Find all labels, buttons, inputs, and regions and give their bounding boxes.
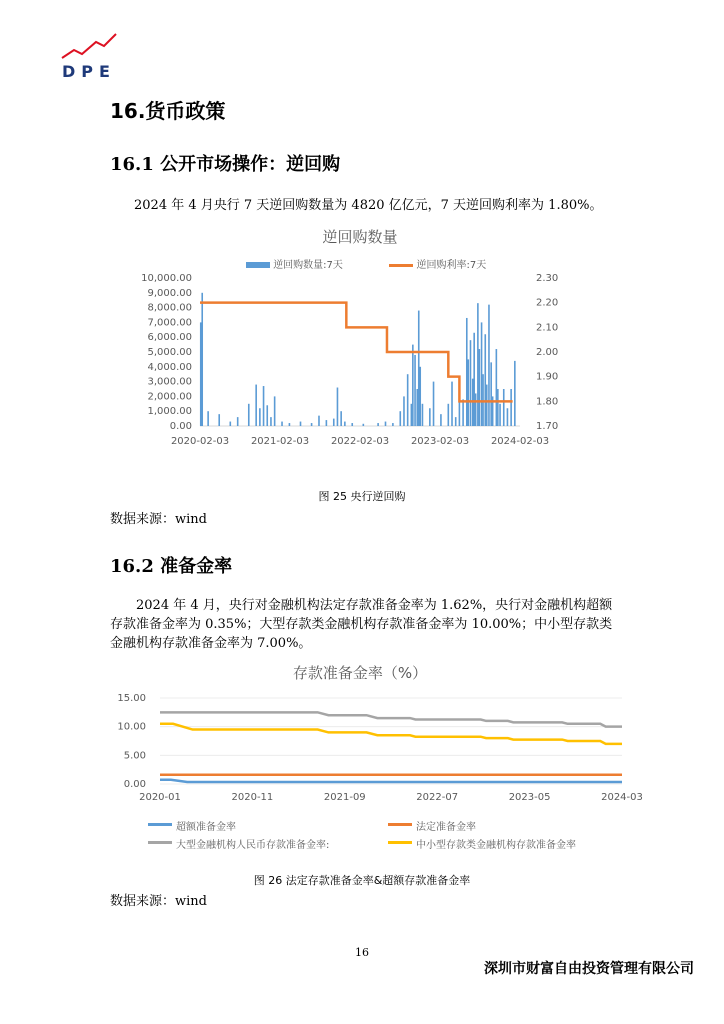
reverse-repo-chart bbox=[110, 270, 610, 455]
chart1-x-tick: 2021-02-03 bbox=[250, 436, 310, 447]
reverse-repo-paragraph: 2024 年 4 月央行 7 天逆回购数量为 4820 亿亿元，7 天逆回购利率为 1.80%。 bbox=[134, 198, 603, 213]
chart1-y-left-tick: 7,000.00 bbox=[147, 317, 192, 329]
chart1-volume-bar bbox=[266, 405, 268, 426]
chart1-volume-bar bbox=[433, 382, 435, 426]
chart1-volume-bar bbox=[363, 424, 365, 426]
chart1-y-left-tick: 0.00 bbox=[169, 421, 192, 432]
chart1-y-left-tick: 4,000.00 bbox=[147, 361, 192, 373]
chart1-volume-bar bbox=[311, 423, 313, 426]
chart1-volume-bar bbox=[274, 396, 276, 426]
chart1-volume-bar bbox=[496, 349, 498, 426]
chart1-volume-bar bbox=[507, 408, 509, 426]
chart1-volume-bar bbox=[467, 359, 469, 426]
logo-mark-icon bbox=[60, 32, 120, 62]
chart1-volume-bar bbox=[481, 322, 483, 426]
chart1-volume-bar bbox=[201, 293, 203, 426]
chart2-x-tick: 2021-09 bbox=[323, 792, 366, 803]
section-title: 16.货币政策 bbox=[110, 99, 226, 123]
chart2-title: 存款准备金率（%） bbox=[292, 664, 428, 682]
chart1-volume-bar bbox=[259, 408, 261, 426]
chart1-volume-bar bbox=[333, 419, 335, 426]
chart2-x-tick: 2024-03 bbox=[601, 792, 643, 803]
chart1-volume-bar bbox=[385, 422, 387, 426]
chart1-volume-bar bbox=[270, 417, 272, 426]
chart1-y-left-tick: 8,000.00 bbox=[147, 302, 192, 314]
chart1-volume-bar bbox=[263, 386, 265, 426]
chart1-volume-bar bbox=[255, 385, 257, 426]
chart1-volume-bar bbox=[499, 404, 501, 426]
reserve-ratio-chart bbox=[110, 688, 643, 808]
figure-25-caption: 图 25 央行逆回购 bbox=[318, 490, 406, 503]
chart1-volume-bar bbox=[392, 423, 394, 426]
source-note-2: 数据来源：wind bbox=[110, 894, 207, 909]
chart1-volume-bar bbox=[422, 404, 424, 426]
legend-swatch-small bbox=[388, 841, 412, 844]
chart2-y-tick: 5.00 bbox=[123, 750, 146, 762]
chart1-volume-bar bbox=[403, 396, 405, 426]
legend-label-small: 中小型存款类金融机构存款准备金率 bbox=[416, 840, 576, 851]
chart1-y-left-tick: 3,000.00 bbox=[147, 376, 192, 388]
chart1-volume-bar bbox=[475, 393, 477, 426]
chart1-title: 逆回购数量 bbox=[322, 228, 398, 246]
chart1-x-tick: 2023-02-03 bbox=[410, 436, 470, 447]
chart1-volume-bar bbox=[399, 411, 401, 426]
chart1-volume-bar bbox=[462, 399, 464, 426]
chart1-volume-bar bbox=[488, 305, 490, 426]
chart1-volume-bar bbox=[429, 408, 431, 426]
chart1-y-left-tick: 6,000.00 bbox=[147, 332, 192, 344]
chart1-y-right-tick: 1.90 bbox=[536, 371, 559, 383]
chart1-volume-bar bbox=[300, 422, 302, 426]
page-number: 16 bbox=[355, 946, 369, 959]
chart1-x-tick: 2020-02-03 bbox=[170, 436, 230, 447]
chart1-y-right-tick: 2.20 bbox=[536, 297, 559, 309]
chart1-volume-bar bbox=[351, 423, 353, 426]
chart1-volume-bar bbox=[218, 414, 220, 426]
chart1-legend-line-label: 逆回购利率:7天 bbox=[416, 260, 487, 271]
chart1-volume-bar bbox=[326, 420, 328, 426]
chart1-volume-bar bbox=[344, 422, 346, 426]
chart1-y-left-tick: 1,000.00 bbox=[147, 406, 192, 418]
chart2-x-tick: 2020-01 bbox=[139, 792, 181, 803]
chart2-legend bbox=[148, 818, 618, 854]
chart2-y-tick: 15.00 bbox=[117, 693, 146, 704]
chart2-x-tick: 2023-05 bbox=[508, 792, 551, 803]
chart1-y-right-tick: 2.00 bbox=[536, 347, 559, 358]
chart1-volume-bar bbox=[289, 423, 291, 426]
chart1-volume-bar bbox=[419, 367, 421, 426]
chart1-x-tick: 2024-02-03 bbox=[490, 436, 550, 447]
chart1-volume-bar bbox=[440, 414, 442, 426]
chart1-legend-bar-swatch bbox=[246, 262, 270, 268]
chart1-volume-bar bbox=[237, 417, 239, 426]
chart1-volume-bar bbox=[407, 374, 409, 426]
chart1-legend-bar-label: 逆回购数量:7天 bbox=[273, 260, 343, 271]
chart2-x-tick: 2020-11 bbox=[231, 792, 274, 803]
chart1-y-right-tick: 2.10 bbox=[536, 322, 559, 334]
chart1-volume-bar bbox=[416, 389, 418, 426]
legend-swatch-statutory bbox=[388, 823, 412, 826]
chart1-x-tick: 2022-02-03 bbox=[330, 436, 390, 447]
chart1-y-left-tick: 9,000.00 bbox=[147, 287, 192, 299]
chart1-volume-bar bbox=[466, 318, 468, 426]
chart1-y-left-tick: 2,000.00 bbox=[147, 391, 192, 403]
subsection-title-reverse-repo: 16.1 公开市场操作：逆回购 bbox=[110, 154, 341, 175]
legend-swatch-large bbox=[148, 841, 172, 844]
chart1-volume-bar bbox=[484, 334, 486, 426]
chart1-volume-bar bbox=[418, 311, 420, 426]
source-note-1: 数据来源：wind bbox=[110, 512, 207, 527]
chart2-series-line bbox=[160, 712, 622, 726]
chart1-volume-bar bbox=[377, 423, 379, 426]
chart1-y-left-tick: 5,000.00 bbox=[147, 347, 192, 358]
legend-label-excess: 超额准备金率 bbox=[176, 822, 236, 833]
chart1-volume-bar bbox=[207, 411, 209, 426]
chart1-volume-bar bbox=[411, 404, 413, 426]
chart1-volume-bar bbox=[412, 345, 414, 426]
chart1-volume-bar bbox=[514, 361, 516, 426]
subsection-title-reserve-ratio: 16.2 准备金率 bbox=[110, 556, 233, 577]
chart1-volume-bar bbox=[448, 404, 450, 426]
chart1-volume-bar bbox=[200, 322, 202, 426]
chart1-volume-bar bbox=[248, 404, 250, 426]
chart1-volume-bar bbox=[318, 416, 320, 426]
chart2-y-tick: 10.00 bbox=[117, 721, 146, 733]
chart1-legend-line-swatch bbox=[389, 264, 413, 267]
chart2-series-line bbox=[160, 780, 622, 782]
chart1-volume-bar bbox=[477, 303, 479, 426]
legend-label-large: 大型金融机构人民币存款准备金率: bbox=[176, 840, 330, 851]
chart2-y-tick: 0.00 bbox=[123, 779, 146, 790]
chart1-volume-bar bbox=[497, 389, 499, 426]
chart1-volume-bar bbox=[455, 417, 457, 426]
chart1-rate-line bbox=[200, 303, 513, 402]
chart1-y-right-tick: 1.80 bbox=[536, 396, 559, 408]
chart1-volume-bar bbox=[337, 388, 339, 426]
chart1-volume-bar bbox=[479, 349, 481, 426]
chart1-volume-bar bbox=[510, 389, 512, 426]
chart1-volume-bar bbox=[340, 411, 342, 426]
figure-26-caption: 图 26 法定存款准备金率&超额存款准备金率 bbox=[253, 874, 471, 887]
legend-label-statutory: 法定准备金率 bbox=[416, 822, 476, 833]
chart1-volume-bar bbox=[451, 382, 453, 426]
chart1-volume-bar bbox=[473, 333, 475, 426]
chart1-volume-bar bbox=[503, 389, 505, 426]
logo-text: DPE bbox=[62, 62, 116, 81]
chart2-x-tick: 2022-07 bbox=[416, 792, 459, 803]
chart1-volume-bar bbox=[414, 355, 416, 426]
chart1-volume-bar bbox=[230, 422, 232, 426]
chart1-legend bbox=[246, 256, 486, 271]
reserve-ratio-paragraph: 2024 年 4 月，央行对金融机构法定存款准备金率为 1.62%，央行对金融机构超额存款准备金率为 0.35%；大型存款类金融机构存款准备金率为 10.00%；中小型存款类金融机构存款准备金率为 7.00%。 bbox=[110, 598, 613, 651]
chart1-volume-bar bbox=[470, 340, 472, 426]
legend-swatch-excess bbox=[148, 823, 172, 826]
chart1-volume-bar bbox=[490, 362, 492, 426]
chart1-volume-bar bbox=[486, 385, 488, 426]
chart1-y-left-tick: 10,000.00 bbox=[141, 273, 192, 284]
chart1-volume-bar bbox=[281, 422, 283, 426]
chart1-y-right-tick: 1.70 bbox=[536, 421, 559, 432]
company-name: 深圳市财富自由投资管理有限公司 bbox=[484, 961, 694, 977]
chart1-y-right-tick: 2.30 bbox=[536, 273, 559, 284]
